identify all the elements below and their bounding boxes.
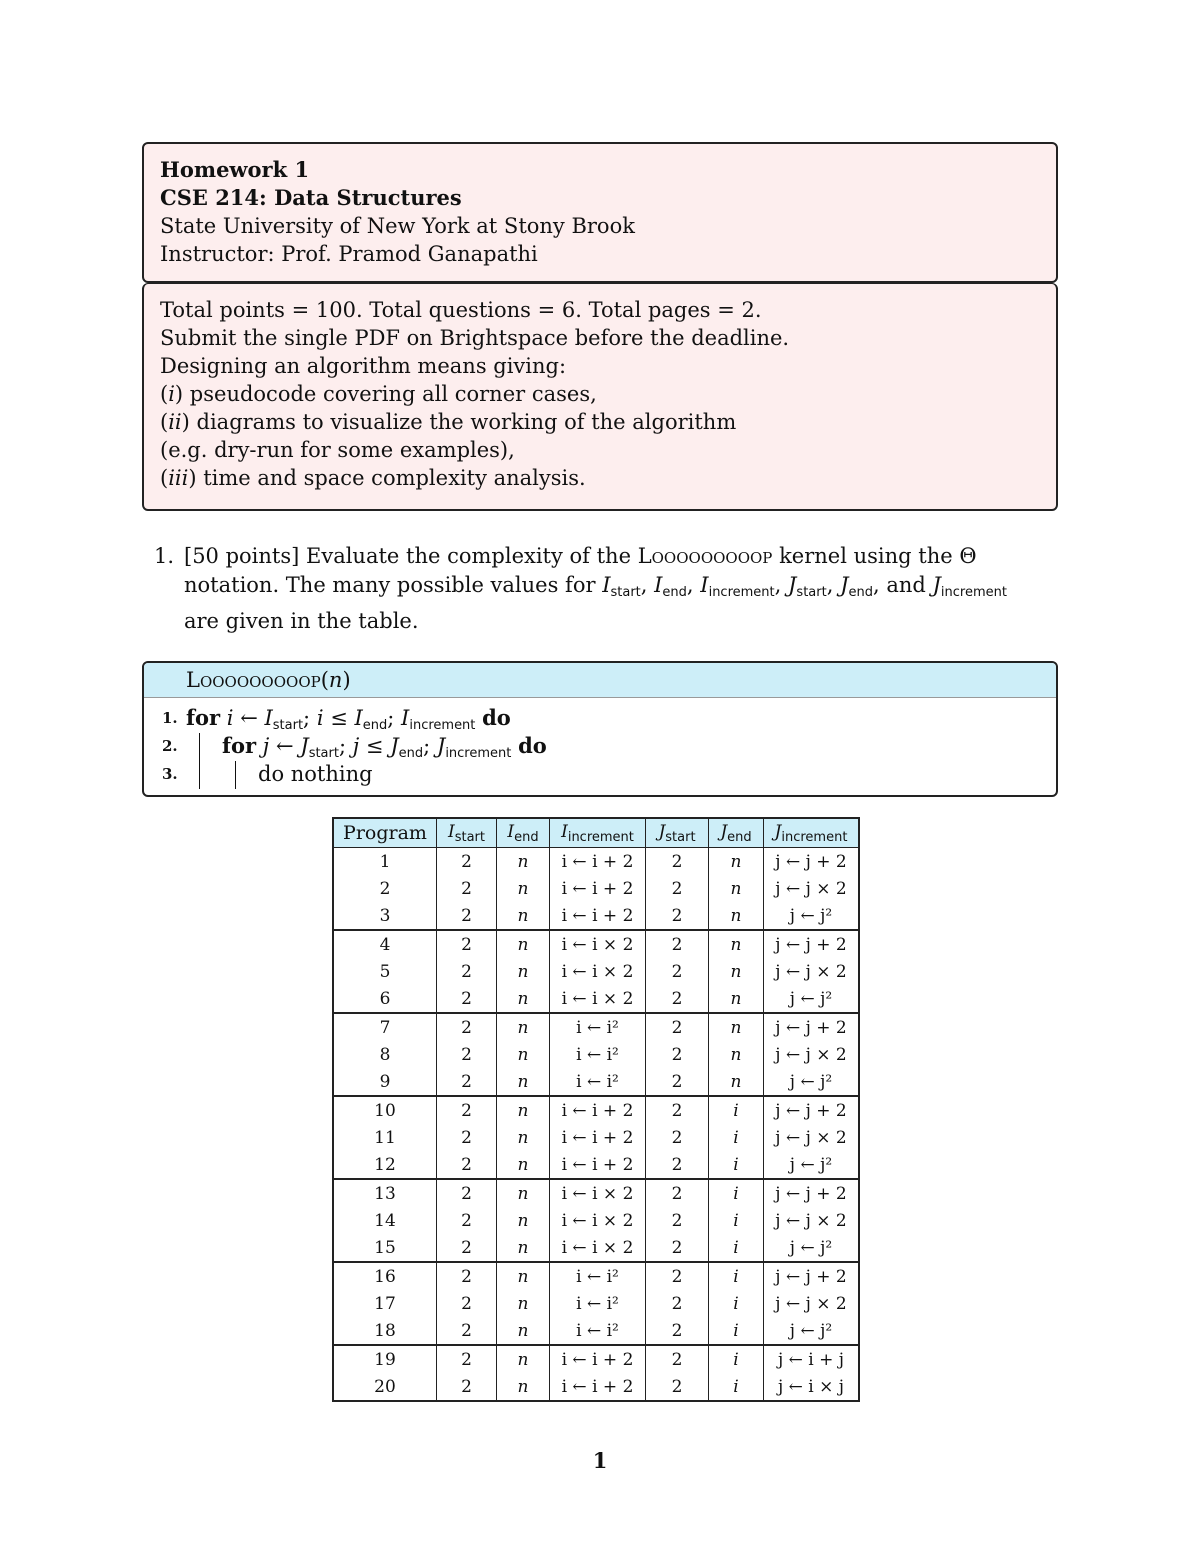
- table-cell: n: [709, 902, 764, 930]
- table-row: [333, 1345, 859, 1373]
- table-cell: 17: [333, 1290, 437, 1317]
- table-cell: j ← i + j: [764, 1345, 860, 1373]
- table-cell: j ← j × 2: [764, 958, 860, 985]
- info-item: (iii) time and space complexity analysis.: [160, 466, 586, 490]
- table-cell: j ← j + 2: [764, 1179, 860, 1207]
- table-cell: i ← i × 2: [550, 1207, 646, 1234]
- table-cell: 2: [646, 1151, 709, 1179]
- table-cell: n: [709, 1068, 764, 1096]
- loop-bar: [235, 761, 236, 789]
- table-cell: j ← j × 2: [764, 1041, 860, 1068]
- table-cell: n: [497, 1317, 550, 1345]
- table-cell: 2: [437, 958, 497, 985]
- table-cell: n: [709, 930, 764, 958]
- table-cell: 2: [437, 1068, 497, 1096]
- table-cell: 2: [646, 1096, 709, 1124]
- table-row: [333, 1262, 859, 1290]
- table-row: [333, 875, 859, 902]
- table-cell: n: [709, 958, 764, 985]
- table-cell: i ← i²: [550, 1013, 646, 1041]
- table-cell: 2: [646, 1234, 709, 1262]
- table-cell: 20: [333, 1373, 437, 1401]
- table-cell: 2: [437, 1207, 497, 1234]
- table-cell: j ← j + 2: [764, 848, 860, 876]
- table-cell: 2: [333, 875, 437, 902]
- table-cell: 2: [437, 930, 497, 958]
- table-cell: 2: [646, 875, 709, 902]
- table-cell: j ← j × 2: [764, 875, 860, 902]
- table-cell: 8: [333, 1041, 437, 1068]
- table-row: [333, 1096, 859, 1124]
- table-cell: i ← i × 2: [550, 958, 646, 985]
- table-cell: j ← j²: [764, 1151, 860, 1179]
- table-body: [333, 848, 859, 1402]
- table-cell: 2: [437, 1151, 497, 1179]
- table-cell: 19: [333, 1345, 437, 1373]
- table-cell: 2: [646, 958, 709, 985]
- table-cell: 13: [333, 1179, 437, 1207]
- table-cell: i ← i × 2: [550, 1179, 646, 1207]
- info-item: (i) pseudocode covering all corner cases,: [160, 382, 597, 406]
- table-cell: 10: [333, 1096, 437, 1124]
- table-cell: 5: [333, 958, 437, 985]
- table-row: [333, 848, 859, 876]
- table-cell: 2: [437, 1373, 497, 1401]
- table-cell: j ← j + 2: [764, 1262, 860, 1290]
- programs-table: [332, 817, 860, 1402]
- table-cell: 15: [333, 1234, 437, 1262]
- table-cell: 2: [646, 1317, 709, 1345]
- table-cell: 12: [333, 1151, 437, 1179]
- table-cell: 2: [437, 1234, 497, 1262]
- table-cell: i ← i + 2: [550, 1373, 646, 1401]
- table-cell: 2: [646, 1207, 709, 1234]
- table-cell: i ← i²: [550, 1290, 646, 1317]
- table-cell: 2: [646, 1041, 709, 1068]
- table-cell: 2: [646, 1373, 709, 1401]
- col-i-start: $I_{start}$: [437, 818, 497, 848]
- table-cell: 2: [437, 875, 497, 902]
- table-cell: n: [709, 1013, 764, 1041]
- table-cell: 2: [437, 1317, 497, 1345]
- table-cell: 2: [437, 902, 497, 930]
- table-cell: i ← i²: [550, 1068, 646, 1096]
- col-i-end: $I_{end}$: [497, 818, 550, 848]
- header-box: [142, 142, 1058, 283]
- table-cell: 4: [333, 930, 437, 958]
- info-line: Designing an algorithm means giving:: [160, 354, 567, 378]
- table-cell: n: [497, 958, 550, 985]
- table-cell: j ← j × 2: [764, 1207, 860, 1234]
- table-row: [333, 1317, 859, 1345]
- info-item: (ii) diagrams to visualize the working of the algorithm: [160, 410, 737, 434]
- table-cell: 2: [437, 985, 497, 1013]
- table-cell: i: [709, 1124, 764, 1151]
- table-cell: n: [497, 930, 550, 958]
- table-cell: j ← j × 2: [764, 1124, 860, 1151]
- table-row: [333, 1234, 859, 1262]
- table-cell: i: [709, 1151, 764, 1179]
- table-cell: n: [497, 1234, 550, 1262]
- table-cell: 2: [646, 848, 709, 876]
- table-cell: n: [497, 1124, 550, 1151]
- col-j-increment: $J_{increment}$: [764, 818, 860, 848]
- table-cell: i ← i × 2: [550, 1234, 646, 1262]
- table-cell: 18: [333, 1317, 437, 1345]
- table-cell: 2: [646, 1068, 709, 1096]
- table-cell: i ← i²: [550, 1262, 646, 1290]
- table-cell: i: [709, 1290, 764, 1317]
- table-cell: 2: [646, 1013, 709, 1041]
- table-cell: j ← j²: [764, 1068, 860, 1096]
- table-cell: 11: [333, 1124, 437, 1151]
- table-cell: 2: [646, 902, 709, 930]
- info-item: (e.g. dry-run for some examples),: [160, 438, 515, 462]
- table-cell: 2: [437, 1041, 497, 1068]
- col-program: Program: [333, 818, 437, 848]
- table-cell: i ← i × 2: [550, 930, 646, 958]
- table-cell: i: [709, 1234, 764, 1262]
- table-cell: i ← i × 2: [550, 985, 646, 1013]
- table-cell: n: [497, 902, 550, 930]
- table-row: [333, 1290, 859, 1317]
- table-row: [333, 1151, 859, 1179]
- table-cell: 14: [333, 1207, 437, 1234]
- table-cell: n: [497, 1290, 550, 1317]
- table-row: [333, 1207, 859, 1234]
- table-cell: n: [497, 985, 550, 1013]
- table-cell: 2: [437, 1179, 497, 1207]
- table-cell: i: [709, 1317, 764, 1345]
- table-row: [333, 1068, 859, 1096]
- table-cell: j ← j²: [764, 902, 860, 930]
- table-cell: j ← i × j: [764, 1373, 860, 1401]
- table-header-row: [333, 818, 859, 848]
- table-cell: i: [709, 1373, 764, 1401]
- table-cell: n: [709, 875, 764, 902]
- table-cell: n: [497, 1151, 550, 1179]
- table-cell: 2: [437, 1096, 497, 1124]
- table-cell: j ← j²: [764, 1234, 860, 1262]
- algorithm-box: Looooooooop(n) 1. for i ← $I_{start}$; $i \le I_{end}$; $I_{increment}$ do 2. for j ← $J_{start}$; $j \le J_{end}$; $J_{increment}$ do 3. do nothing: [142, 661, 1058, 797]
- table-row: [333, 958, 859, 985]
- table-cell: i ← i + 2: [550, 1124, 646, 1151]
- table-row: [333, 1041, 859, 1068]
- table-cell: j ← j²: [764, 985, 860, 1013]
- table-cell: i ← i²: [550, 1317, 646, 1345]
- table-cell: n: [497, 1041, 550, 1068]
- table-cell: n: [709, 1041, 764, 1068]
- table-cell: 2: [646, 930, 709, 958]
- table-cell: i ← i²: [550, 1041, 646, 1068]
- table-cell: 2: [437, 1262, 497, 1290]
- col-j-end: $J_{end}$: [709, 818, 764, 848]
- table-cell: n: [497, 1262, 550, 1290]
- table-cell: i ← i + 2: [550, 1345, 646, 1373]
- table-cell: 3: [333, 902, 437, 930]
- table-cell: i ← i + 2: [550, 902, 646, 930]
- table-row: [333, 902, 859, 930]
- table-cell: n: [497, 1179, 550, 1207]
- table-cell: 16: [333, 1262, 437, 1290]
- table-cell: 2: [437, 848, 497, 876]
- table-cell: i ← i + 2: [550, 1151, 646, 1179]
- table-row: [333, 930, 859, 958]
- table-row: [333, 1373, 859, 1401]
- col-i-increment: $I_{increment}$: [550, 818, 646, 848]
- loop-bar: [199, 733, 200, 789]
- university-name: State University of New York at Stony Brook: [160, 214, 635, 238]
- table-cell: 2: [646, 1290, 709, 1317]
- table-cell: 2: [437, 1124, 497, 1151]
- col-j-start: $J_{start}$: [646, 818, 709, 848]
- table-cell: 7: [333, 1013, 437, 1041]
- algorithm-title: Looooooooop(n): [144, 663, 1056, 698]
- table-cell: j ← j²: [764, 1317, 860, 1345]
- table-cell: j ← j × 2: [764, 1290, 860, 1317]
- table-cell: i ← i + 2: [550, 848, 646, 876]
- table-row: [333, 1179, 859, 1207]
- table-cell: 9: [333, 1068, 437, 1096]
- table-cell: i ← i + 2: [550, 875, 646, 902]
- table-cell: i: [709, 1096, 764, 1124]
- info-line: Submit the single PDF on Brightspace before the deadline.: [160, 326, 790, 350]
- homework-title: Homework 1: [160, 157, 310, 182]
- table-cell: 2: [646, 1345, 709, 1373]
- table-cell: i: [709, 1262, 764, 1290]
- table-cell: 6: [333, 985, 437, 1013]
- instructor-name: Instructor: Prof. Pramod Ganapathi: [160, 242, 538, 266]
- table-cell: j ← j + 2: [764, 930, 860, 958]
- table-cell: n: [497, 1373, 550, 1401]
- course-title: CSE 214: Data Structures: [160, 185, 462, 210]
- question-number: 1.: [154, 544, 175, 568]
- info-line: Total points = 100. Total questions = 6. Total pages = 2.: [160, 298, 762, 322]
- table-cell: j ← j + 2: [764, 1096, 860, 1124]
- table-row: [333, 1013, 859, 1041]
- table-cell: 2: [646, 1124, 709, 1151]
- table-cell: i: [709, 1179, 764, 1207]
- table-cell: n: [497, 1345, 550, 1373]
- table-cell: n: [709, 848, 764, 876]
- question-text: [50 points] Evaluate the complexity of the Looooooooop kernel using the Θ notation. The many possible values for $I_{start}$, $I_{end}$, $I_{increment}$, $J_{start}$, $J_{end}$, and $J_{increment}$ are given in the table.: [184, 544, 1007, 633]
- table-cell: n: [497, 875, 550, 902]
- table-cell: i: [709, 1207, 764, 1234]
- table-cell: n: [497, 1013, 550, 1041]
- table-cell: 2: [646, 1262, 709, 1290]
- info-box: [142, 283, 1058, 511]
- table-cell: 2: [437, 1345, 497, 1373]
- table-cell: n: [497, 1207, 550, 1234]
- table-cell: j ← j + 2: [764, 1013, 860, 1041]
- table-cell: i ← i + 2: [550, 1096, 646, 1124]
- table-cell: 2: [646, 985, 709, 1013]
- page-number: 1: [592, 1448, 608, 1473]
- table-cell: n: [497, 848, 550, 876]
- table-cell: i: [709, 1345, 764, 1373]
- table-cell: 2: [437, 1013, 497, 1041]
- table-cell: 1: [333, 848, 437, 876]
- table-row: [333, 985, 859, 1013]
- table-cell: n: [709, 985, 764, 1013]
- question-1: [154, 542, 1064, 636]
- table-cell: n: [497, 1068, 550, 1096]
- table-cell: 2: [646, 1179, 709, 1207]
- table-cell: n: [497, 1096, 550, 1124]
- table-cell: 2: [437, 1290, 497, 1317]
- table-row: [333, 1124, 859, 1151]
